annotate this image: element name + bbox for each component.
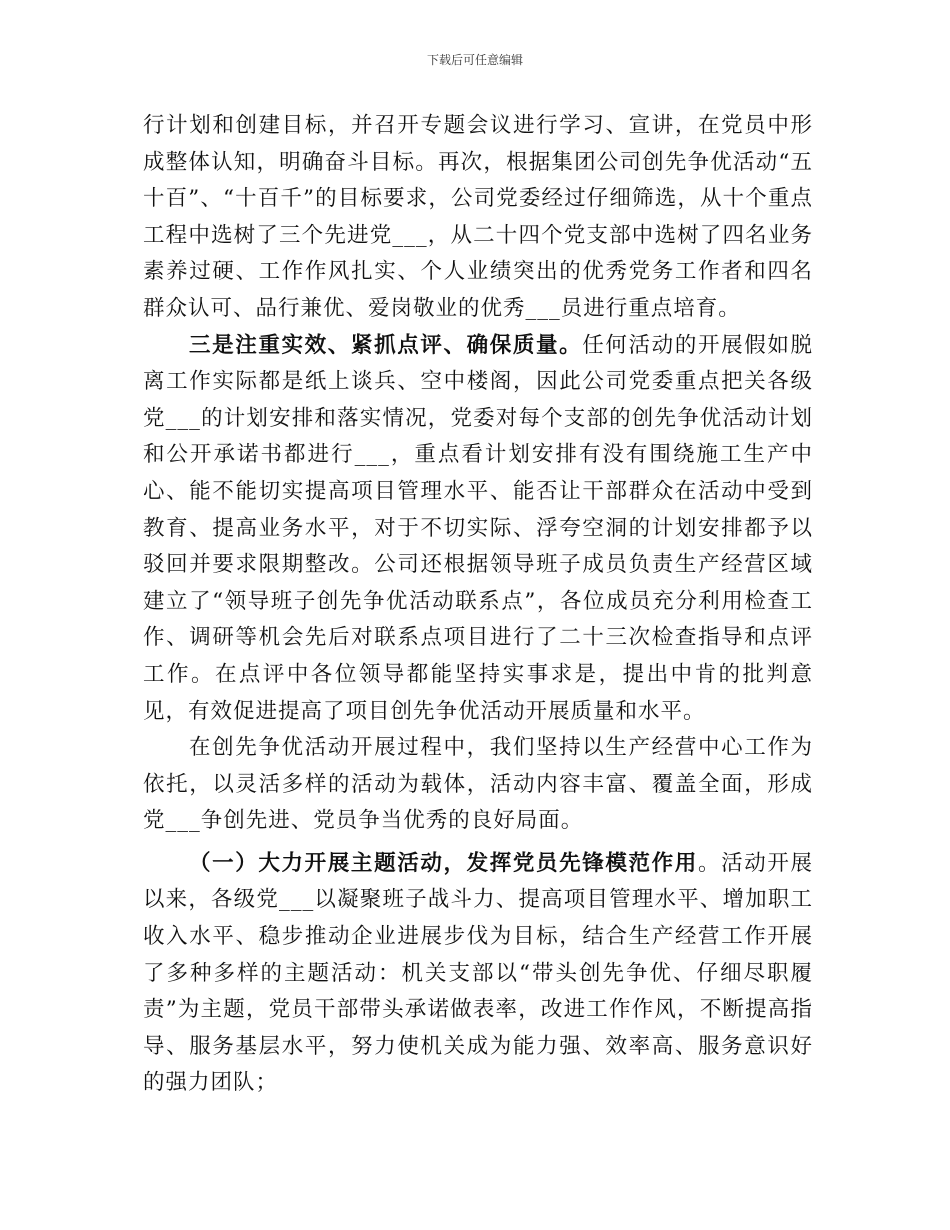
page-header: 下载后可任意编辑 <box>426 53 523 67</box>
document-body <box>143 108 813 1102</box>
paragraph-theme-activities <box>143 846 813 1102</box>
paragraph-lead-bold: （一）大力开展主题活动，发挥党员先锋模范作用 <box>189 850 698 876</box>
paragraph-lead-bold: 三是注重实效、紧抓点评、确保质量。 <box>189 332 583 358</box>
paragraph-body-text: 任何活动的开展假如脱离工作实际都是纸上谈兵、空中楼阁，因此公司党委重点把关各级党___的计划安排和落实情况，党委对每个支部的创先争优活动计划和公开承诺书都进行___，重点看计划安排有没有围绕施工生产中心、能不能切实提高项目管理水平、能否让干部群众在活动中受到教育、提高业务水平，对于不切实际、浮夸空洞的计划安排都予以驳回并要求限期整改。公司还根据领导班子成员负责生产经营区域建立了“领导班子创先争优活动联系点”，各位成员充分利用检查工作、调研等机会先后对联系点项目进行了二十三次检查指导和点评工作。在点评中各位领导都能坚持实事求是，提出中肯的批判意见，有效促进提高了项目创先争优活动开展质量和水平。 <box>143 332 813 724</box>
paragraph-activities-overview: 在创先争优活动开展过程中，我们坚持以生产经营中心工作为依托，以灵活多样的活动为载体，活动内容丰富、覆盖全面，形成党___争创先进、党员争当优秀的良好局面。 <box>143 735 813 834</box>
paragraph-body-text: 。活动开展以来，各级党___以凝聚班子战斗力、提高项目管理水平、增加职工收入水平、稳步推动企业进展步伐为目标，结合生产经营工作开展了多种多样的主题活动：机关支部以“带头创先争优、仔细尽职履责”为主题，党员干部带头承诺做表率，改进工作作风，不断提高指导、服务基层水平，努力使机关成为能力强、效率高、服务意识好的强力团队； <box>143 850 813 1096</box>
paragraph-focus-effectiveness <box>143 328 813 731</box>
paragraph-plan-targets: 行计划和创建目标，并召开专题会议进行学习、宣讲，在党员中形成整体认知，明确奋斗目标。再次，根据集团公司创先争优活动“五十百”、“十百千”的目标要求，公司党委经过仔细筛选，从十个重点工程中选树了三个先进党___，从二十四个党支部中选树了四名业务素养过硬、工作作风扎实、个人业绩突出的优秀党务工作者和四名群众认可、品行兼优、爱岗敬业的优秀___员进行重点培育。 <box>143 113 813 321</box>
